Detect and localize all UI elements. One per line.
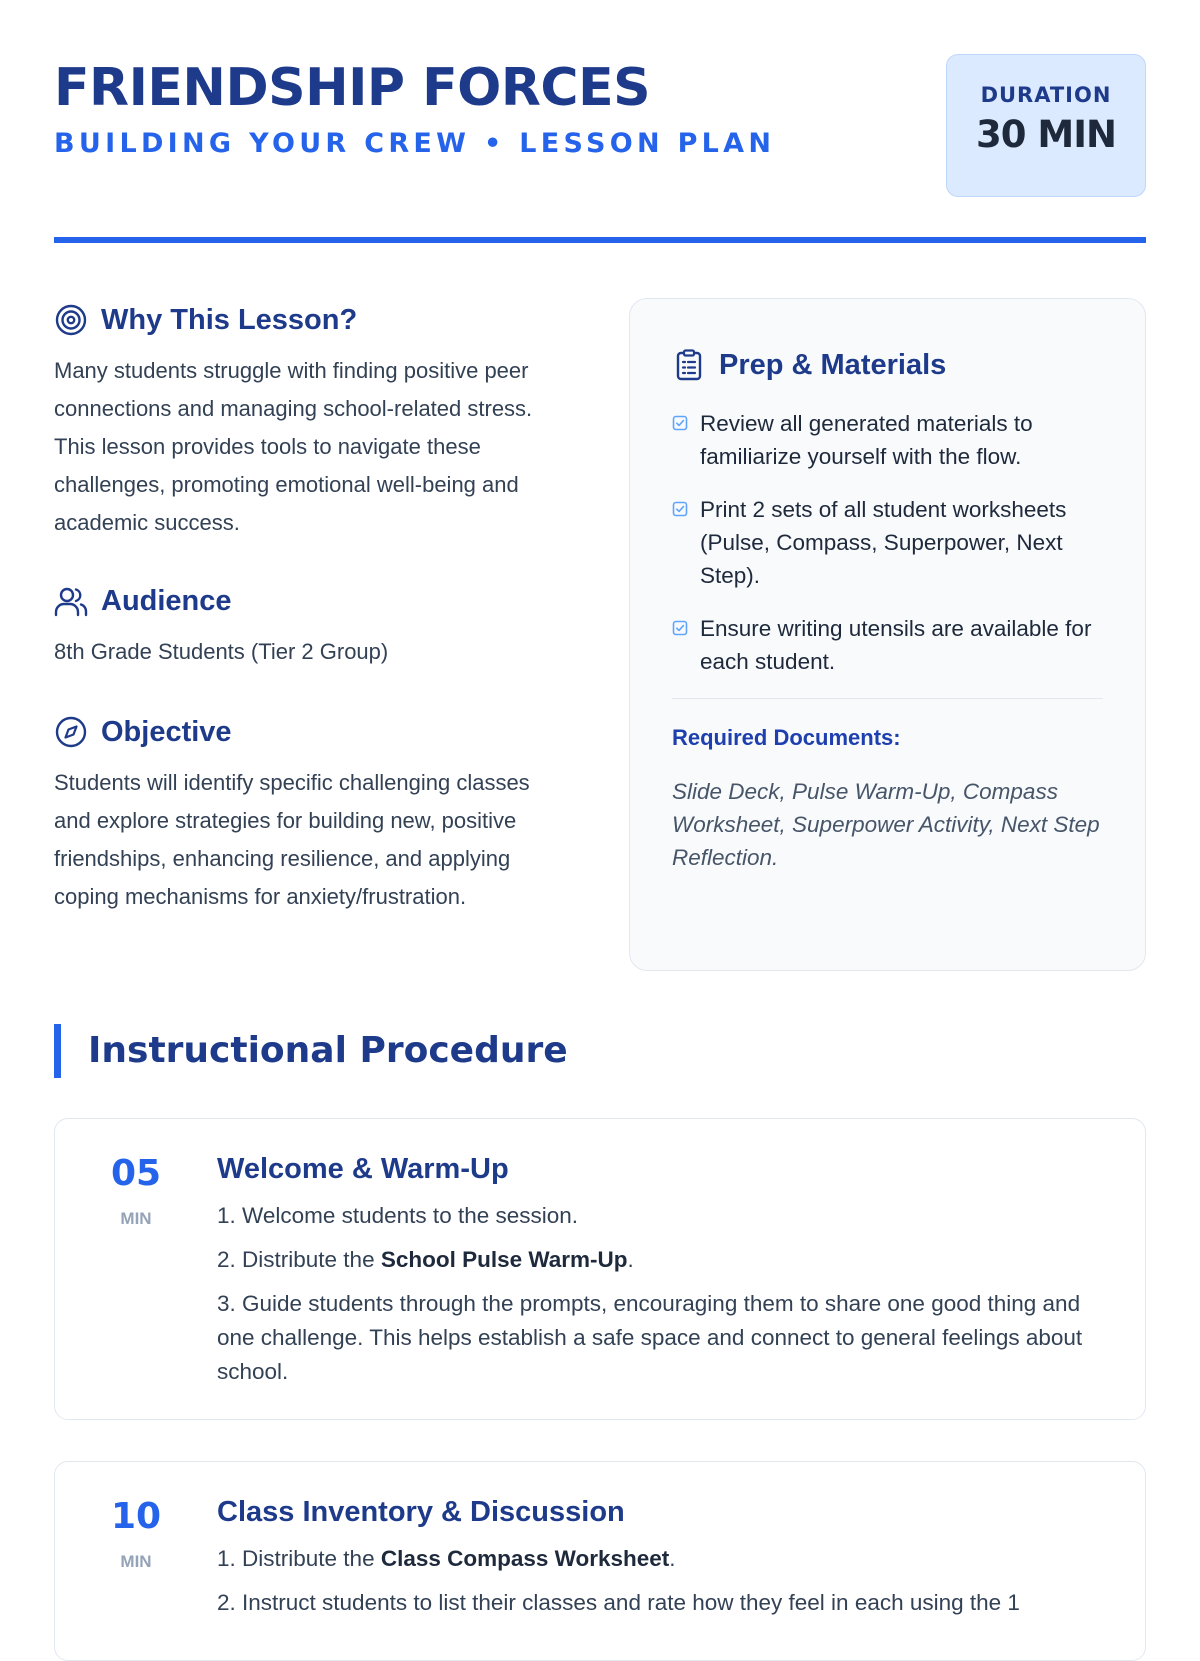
prep-item — [672, 612, 1103, 678]
duration-value: 30 MIN — [976, 113, 1116, 156]
checkbox-icon — [672, 501, 688, 517]
checkbox-icon — [672, 620, 688, 636]
step-minutes-unit: MIN — [120, 1209, 152, 1228]
procedure-heading-bar — [54, 1024, 1146, 1078]
prep-item — [672, 407, 1103, 473]
step-line: 3. Guide students through the prompts, encouraging them to share one good thing and one challenge. This helps establish a safe space and connect to general feelings about school. — [217, 1291, 1083, 1384]
why-body: Many students struggle with finding positive peer connections and managing school-related stress. This lesson provides tools to navigate these challenges, promoting emotional well-being and academic success. — [54, 358, 533, 535]
step-minutes: 05 — [110, 1153, 162, 1194]
duration-label: DURATION — [980, 83, 1112, 107]
step-line: 1. Distribute the Class Compass Worksheet. — [217, 1546, 676, 1571]
step-line: 1. Welcome students to the session. — [217, 1203, 579, 1228]
procedure-step — [54, 1118, 1146, 1420]
audience-body: 8th Grade Students (Tier 2 Group) — [54, 639, 389, 664]
required-documents-list: Slide Deck, Pulse Warm-Up, Compass Worksheet, Superpower Activity, Next Step Reflection. — [672, 779, 1100, 870]
header-divider — [54, 237, 1146, 243]
duration-badge — [946, 54, 1146, 197]
prep-checklist — [672, 407, 1103, 678]
prep-item — [672, 493, 1103, 592]
lesson-header — [54, 52, 1146, 197]
objective-heading: Objective — [101, 715, 232, 748]
page-subtitle: BUILDING YOUR CREW • LESSON PLAN — [54, 128, 776, 159]
prep-divider — [672, 698, 1103, 699]
page-title: FRIENDSHIP FORCES — [54, 58, 651, 118]
step-content — [217, 1149, 1085, 1389]
why-heading: Why This Lesson? — [101, 303, 358, 336]
prep-item-text: Review all generated materials to familiarize yourself with the flow. — [700, 411, 1033, 469]
objective-section — [54, 708, 564, 916]
prep-item-text: Print 2 sets of all student worksheets (Pulse, Compass, Superpower, Next Step). — [700, 497, 1067, 588]
prep-heading: Prep & Materials — [719, 348, 947, 381]
users-icon — [54, 584, 88, 618]
compass-icon — [54, 715, 88, 749]
lesson-overview — [54, 296, 564, 916]
objective-body: Students will identify specific challenging classes and explore strategies for building new, positive friendships, enhancing resilience, and applying coping mechanisms for anxiety/frustration. — [54, 770, 530, 909]
required-documents-label: Required Documents: — [672, 725, 901, 750]
checkbox-icon — [672, 415, 688, 431]
audience-section — [54, 577, 564, 671]
clipboard-icon — [672, 348, 706, 382]
prep-item-text: Ensure writing utensils are available for each student. — [700, 616, 1092, 674]
step-title: Welcome & Warm-Up — [217, 1153, 509, 1185]
step-line: 2. Instruct students to list their classes and rate how they feel in each using the 1 — [217, 1590, 1020, 1615]
procedure-heading: Instructional Procedure — [88, 1030, 568, 1071]
why-section — [54, 296, 564, 542]
step-content — [217, 1492, 1085, 1620]
step-line: 2. Distribute the School Pulse Warm-Up. — [217, 1247, 634, 1272]
step-title: Class Inventory & Discussion — [217, 1496, 625, 1528]
step-minutes: 10 — [110, 1496, 162, 1537]
procedure-step — [54, 1461, 1146, 1661]
prep-materials-panel — [629, 298, 1146, 971]
audience-heading: Audience — [101, 584, 232, 617]
target-icon — [54, 303, 88, 337]
step-duration — [55, 1494, 217, 1572]
step-duration — [55, 1151, 217, 1229]
step-minutes-unit: MIN — [120, 1552, 152, 1571]
